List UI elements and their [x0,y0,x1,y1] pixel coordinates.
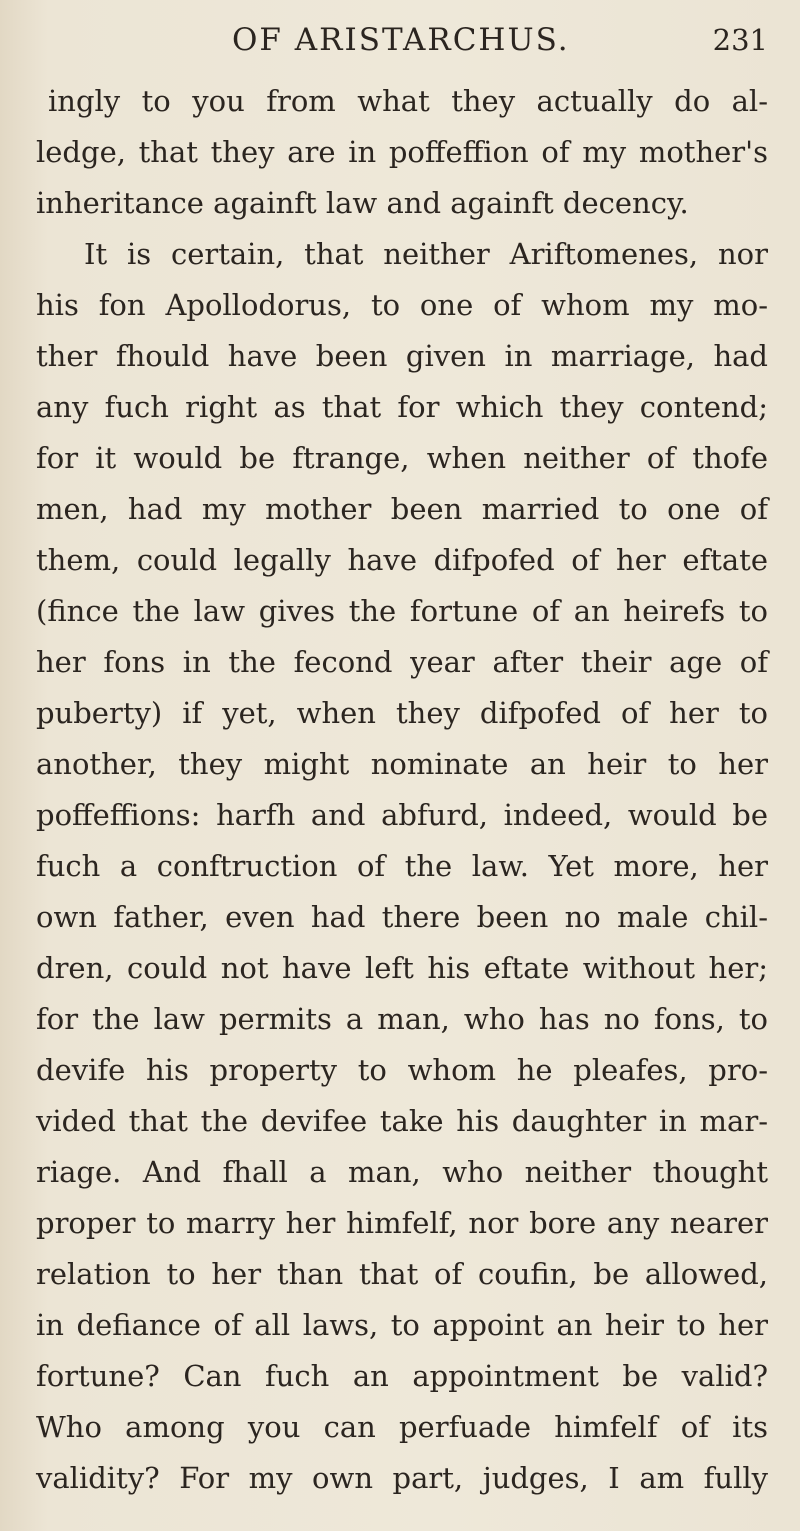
running-title: OF ARISTARCHUS. [232,22,570,58]
text-line: for it would be ftrange, when neither of thofe [36,441,768,475]
text-line: fortune? Can fuch an appointment be valid? [36,1359,768,1393]
page-number: 231 [712,23,768,57]
text-line: ther fhould have been given in marriage, had [36,339,768,373]
text-line: own father, even had there been no male chil- [36,900,768,934]
text-line: any fuch right as that for which they contend; [36,390,768,424]
text-line: his fon Apollodorus, to one of whom my mo- [36,288,768,322]
text-line: in defiance of all laws, to appoint an heir to her [36,1308,768,1342]
text-line: Who among you can perfuade himfelf of its [36,1410,768,1444]
text-line: men, had my mother been married to one of [36,492,768,526]
running-head [0,18,800,62]
text-line: It is certain, that neither Ariftomenes, nor [84,237,768,271]
text-line: relation to her than that of coufin, be allowed, [36,1257,768,1291]
text-line: another, they might nominate an heir to her [36,747,768,781]
text-line: poffeffions: harfh and abfurd, indeed, would be [36,798,768,832]
text-line: ledge, that they are in poffeffion of my mother's [36,135,768,169]
text-line: them, could legally have difpofed of her eftate [36,543,768,577]
text-line: riage. And fhall a man, who neither thought [36,1155,768,1189]
text-line: inheritance againft law and againft decency. [36,186,689,220]
text-line: ingly to you from what they actually do al- [48,84,768,118]
text-line: validity? For my own part, judges, I am fully [36,1461,768,1495]
text-line: her fons in the fecond year after their age of [36,645,768,679]
text-line: puberty) if yet, when they difpofed of her to [36,696,768,730]
text-line: proper to marry her himfelf, nor bore any nearer [36,1206,768,1240]
text-line: dren, could not have left his eftate without her; [36,951,768,985]
text-line: fuch a conftruction of the law. Yet more, her [36,849,768,883]
text-line: for the law permits a man, who has no fons, to [36,1002,768,1036]
text-line: devife his property to whom he pleafes, pro- [36,1053,768,1087]
text-line: (fince the law gives the fortune of an heirefs to [36,594,768,628]
text-line: vided that the devifee take his daughter in mar- [36,1104,768,1138]
